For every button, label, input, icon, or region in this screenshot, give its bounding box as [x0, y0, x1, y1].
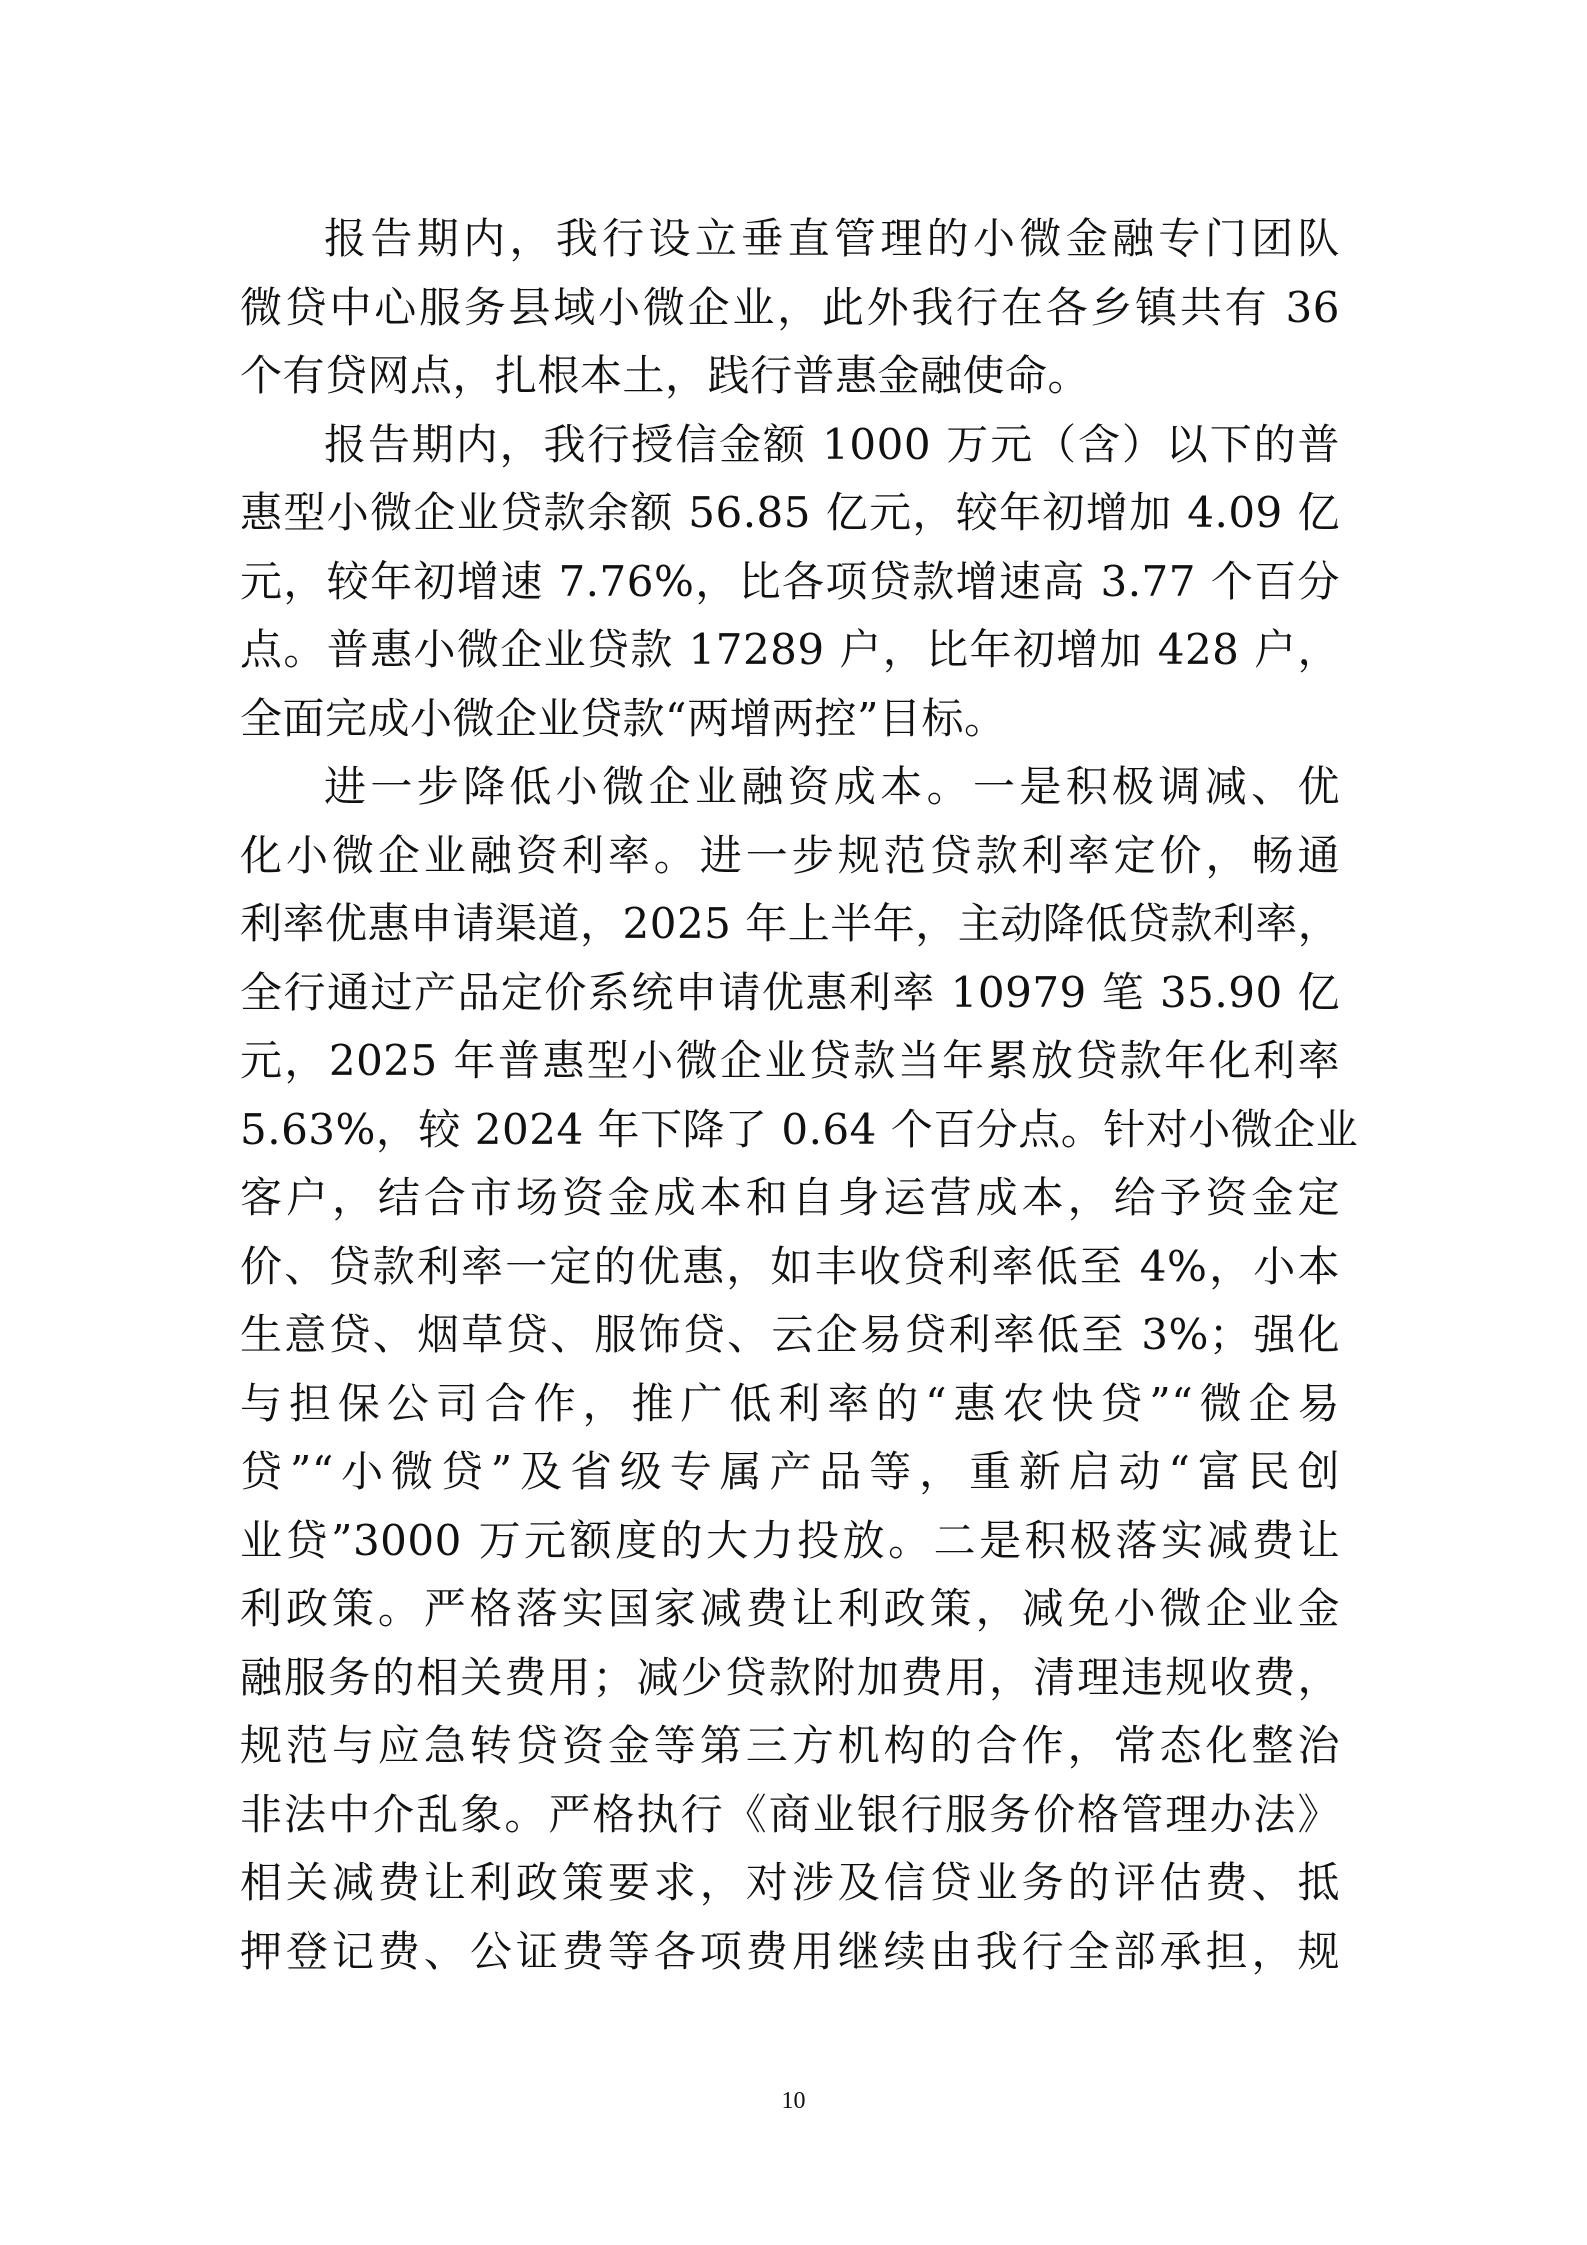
text-line: 微贷中心服务县域小微企业，此外我行在各乡镇共有 36 — [240, 282, 1340, 332]
text-line: 全面完成小微企业贷款“两增两控”目标。 — [240, 693, 1007, 743]
page-number: 10 — [781, 2088, 806, 2114]
text-line: 价、贷款利率一定的优惠，如丰收贷利率低至 4%，小本 — [240, 1241, 1340, 1291]
text-line: 惠型小微企业贷款余额 56.85 亿元，较年初增加 4.09 亿 — [240, 488, 1340, 537]
text-line: 点。普惠小微企业贷款 17289 户，比年初增加 428 户， — [240, 625, 1340, 674]
text-line: 报告期内，我行授信金额 1000 万元（含）以下的普 — [324, 419, 1340, 469]
text-line: 个有贷网点，扎根本土，践行普惠金融使命。 — [240, 351, 1091, 400]
text-line: 化小微企业融资利率。进一步规范贷款利率定价，畅通 — [240, 830, 1340, 880]
text-line: 元，2025 年普惠型小微企业贷款当年累放贷款年化利率 — [240, 1036, 1340, 1085]
text-line: 进一步降低小微企业融资成本。一是积极调减、优 — [324, 762, 1340, 811]
text-line: 非法中介乱象。严格执行《商业银行服务价格管理办法》 — [240, 1789, 1340, 1839]
text-line: 贷”“小微贷”及省级专属产品等，重新启动“富民创 — [240, 1447, 1340, 1496]
text-line: 业贷”3000 万元额度的大力投放。二是积极落实减费让 — [240, 1515, 1340, 1565]
text-line: 5.63%，较 2024 年下降了 0.64 个百分点。针对小微企业 — [240, 1104, 1359, 1154]
text-line: 利率优惠申请渠道，2025 年上半年，主动降低贷款利率， — [240, 899, 1341, 948]
text-line: 押登记费、公证费等各项费用继续由我行全部承担，规 — [240, 1926, 1340, 1976]
body-text — [240, 205, 1359, 1986]
text-line: 生意贷、烟草贷、服饰贷、云企易贷利率低至 3%；强化 — [240, 1310, 1340, 1359]
text-line: 元，较年初增速 7.76%，比各项贷款增速高 3.77 个百分 — [240, 556, 1340, 606]
text-line: 利政策。严格落实国家减费让利政策，减免小微企业金 — [240, 1584, 1340, 1633]
text-line: 融服务的相关费用；减少贷款附加费用，清理违规收费， — [240, 1652, 1340, 1702]
text-line: 相关减费让利政策要求，对涉及信贷业务的评估费、抵 — [240, 1858, 1340, 1907]
text-line: 全行通过产品定价系统申请优惠利率 10979 笔 35.90 亿 — [240, 967, 1340, 1017]
text-line: 与担保公司合作，推广低利率的“惠农快贷”“微企易 — [240, 1378, 1340, 1428]
text-line: 客户，结合市场资金成本和自身运营成本，给予资金定 — [240, 1173, 1340, 1222]
text-line: 规范与应急转贷资金等第三方机构的合作，常态化整治 — [240, 1721, 1340, 1770]
text-line: 报告期内，我行设立垂直管理的小微金融专门团队 — [324, 214, 1340, 263]
